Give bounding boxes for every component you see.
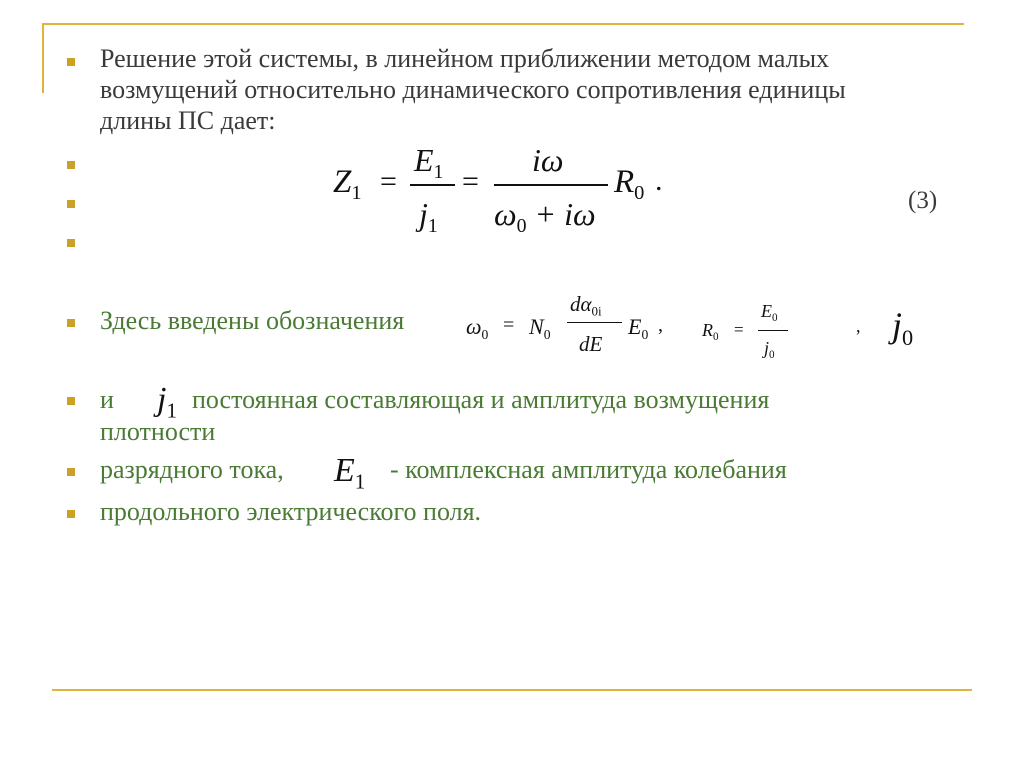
eq-frac1-bar — [410, 184, 455, 186]
para1-line2: возмущений относительно динамического сопротивления единицы — [100, 75, 846, 104]
bullet-8 — [67, 510, 75, 518]
para2-label: Здесь введены обозначения — [100, 306, 405, 335]
para1-line1: Решение этой системы, в линейном приближении методом малых — [100, 44, 830, 73]
para3-line2: плотности — [100, 417, 216, 446]
comma-1: , — [658, 314, 663, 336]
para4-part1: разрядного тока, — [100, 455, 284, 484]
dalpha-bar — [567, 322, 622, 323]
para5-text: продольного электрического поля. — [100, 497, 482, 526]
eq-frac1-numerator: $E_1$ — [414, 142, 444, 183]
eq-equals-1: = — [380, 165, 397, 198]
bullet-1 — [67, 58, 75, 66]
para4-part2: - комплексная амплитуда колебания — [390, 455, 787, 484]
bottom-rule — [52, 689, 972, 691]
bullet-3 — [67, 200, 75, 208]
eq-frac1-denominator: $j_1$ — [419, 196, 438, 237]
e0: $E_0$ — [628, 314, 649, 342]
bullet-4 — [67, 239, 75, 247]
r0-denominator: $j_0$ — [764, 338, 775, 361]
top-rule — [42, 23, 964, 25]
r0-equals: = — [734, 320, 744, 339]
e1: $E_1$ — [334, 452, 366, 494]
r0-numerator: $E_0$ — [761, 301, 778, 324]
omega0-equals: = — [503, 314, 515, 336]
eq-frac2-bar — [494, 184, 608, 186]
de-denominator: dE — [579, 332, 603, 356]
bullet-5 — [67, 319, 75, 327]
bullet-7 — [67, 468, 75, 476]
para3-rest: постоянная составляющая и амплитуда возмущения — [192, 385, 770, 414]
para1-line3: длины ПС дает: — [100, 106, 276, 135]
left-rule — [42, 23, 44, 93]
r0-bar — [758, 330, 788, 331]
equation-number: (3) — [908, 187, 938, 214]
n0: $N_0$ — [529, 314, 551, 342]
dalpha-numerator: $d\alpha_{0i}$ — [570, 292, 602, 319]
omega0: $\omega_0$ — [466, 314, 489, 342]
para3-and: и — [100, 385, 114, 414]
r0: $R_0$ — [702, 320, 719, 343]
eq-dot: . — [655, 164, 663, 197]
eq-equals-2: = — [462, 165, 479, 198]
eq-frac2-denominator: $\omega_0 + i\omega$ — [494, 196, 596, 237]
bullet-2 — [67, 161, 75, 169]
eq-lhs: $Z_1$ — [333, 164, 362, 205]
eq-frac2-numerator: iω — [532, 142, 564, 178]
eq-r0: $R_0$ — [614, 164, 645, 205]
j0: $j_0$ — [892, 305, 914, 350]
comma-2: , — [856, 316, 861, 336]
bullet-6 — [67, 397, 75, 405]
j1: $j_1$ — [157, 381, 177, 423]
